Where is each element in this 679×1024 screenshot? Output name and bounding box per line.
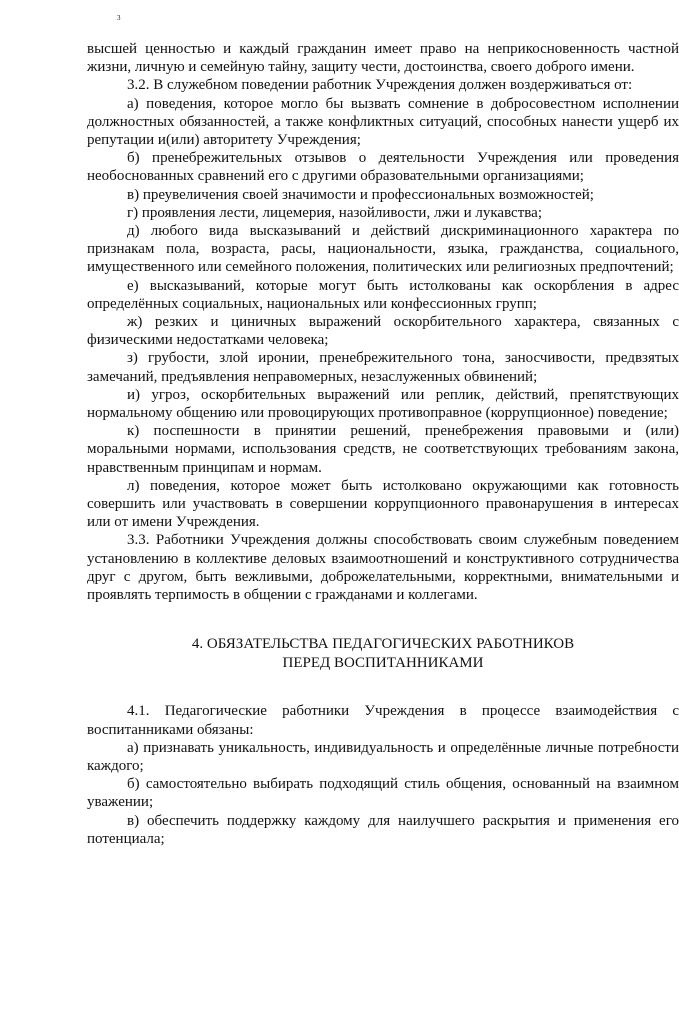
paragraph: высшей ценностью и каждый гражданин имеет право на неприкосновенность частной жизни, личную и семейную тайну, защиту чести, достоинства, своего доброго имени.	[87, 41, 679, 76]
page-number: 3	[117, 14, 121, 22]
paragraph-3-2-z: з) грубости, злой иронии, пренебрежительного тона, заносчивости, предвзятых замечаний, предъявления неправомерных, незаслуженных обвинений;	[87, 350, 679, 385]
paragraph-4-1: 4.1. Педагогические работники Учреждения в процессе взаимодействия с воспитанниками обязаны:	[87, 703, 679, 738]
paragraph-3-2-b: б) пренебрежительных отзывов о деятельности Учреждения или проведения необоснованных сравнений его с другими образовательными организациями;	[87, 150, 679, 185]
paragraph-4-1-a: а) признавать уникальность, индивидуальность и определённые личные потребности каждого;	[87, 739, 679, 774]
section-heading-line-2: ПЕРЕД ВОСПИТАННИКАМИ	[282, 654, 484, 671]
paragraph-3-2-k: к) поспешности в принятии решений, пренебрежения правовыми и (или) моральными нормами, использования средств, не соответствующих требованиям закона, нравственным принципам и нормам.	[87, 423, 679, 476]
paragraph-3-2-g: г) проявления лести, лицемерия, назойливости, лжи и лукавства;	[127, 204, 542, 221]
paragraph-4-1-b: б) самостоятельно выбирать подходящий стиль общения, основанный на взаимном уважении;	[87, 776, 679, 811]
paragraph-3-2-l: л) поведения, которое может быть истолковано окружающими как готовность совершить или участвовать в совершении коррупционного правонарушения в интересах или от имени Учреждения.	[87, 477, 679, 531]
paragraph-3-2-i: и) угроз, оскорбительных выражений или реплик, действий, препятствующих нормальному общению или провоцирующих противоправное (коррупционное) поведение;	[87, 386, 679, 422]
paragraph-3-2-zh: ж) резких и циничных выражений оскорбительного характера, связанных с физическими недостатками человека;	[87, 314, 679, 349]
paragraph-3-2-d: д) любого вида высказываний и действий дискриминационного характера по признакам пола, возраста, расы, национальности, языка, гражданства, социального, имущественного или семейного положения, политических или религиозных предпочтений;	[87, 223, 679, 276]
document-body	[87, 40, 679, 848]
section-heading-line-1: 4. ОБЯЗАТЕЛЬСТВА ПЕДАГОГИЧЕСКИХ РАБОТНИКОВ	[191, 636, 575, 653]
paragraph-3-2: 3.2. В служебном поведении работник Учреждения должен воздерживаться от:	[127, 77, 633, 94]
paragraph-3-3: 3.3. Работники Учреждения должны способствовать своим служебным поведением установлению в коллективе деловых взаимоотношений и конструктивного сотрудничества друг с другом, быть вежливыми, доброжелательными, корректными, внимательными и проявлять терпимость в общении с гражданами и коллегами.	[87, 532, 679, 604]
paragraph-3-2-e: е) высказываний, которые могут быть истолкованы как оскорбления в адрес определённых социальных, национальных или конфессионных групп;	[87, 277, 679, 312]
paragraph-3-2-a: а) поведения, которое могло бы вызвать сомнение в добросовестном исполнении должностных обязанностей, а также конфликтных ситуаций, способных нанести ущерб их репутации и(или) авторитету Учреждения;	[87, 95, 679, 149]
paragraph-4-1-v: в) обеспечить поддержку каждому для наилучшего раскрытия и применения его потенциала;	[87, 812, 679, 847]
paragraph-3-2-v: в) преувеличения своей значимости и профессиональных возможностей;	[127, 186, 594, 203]
section-heading	[87, 635, 679, 672]
